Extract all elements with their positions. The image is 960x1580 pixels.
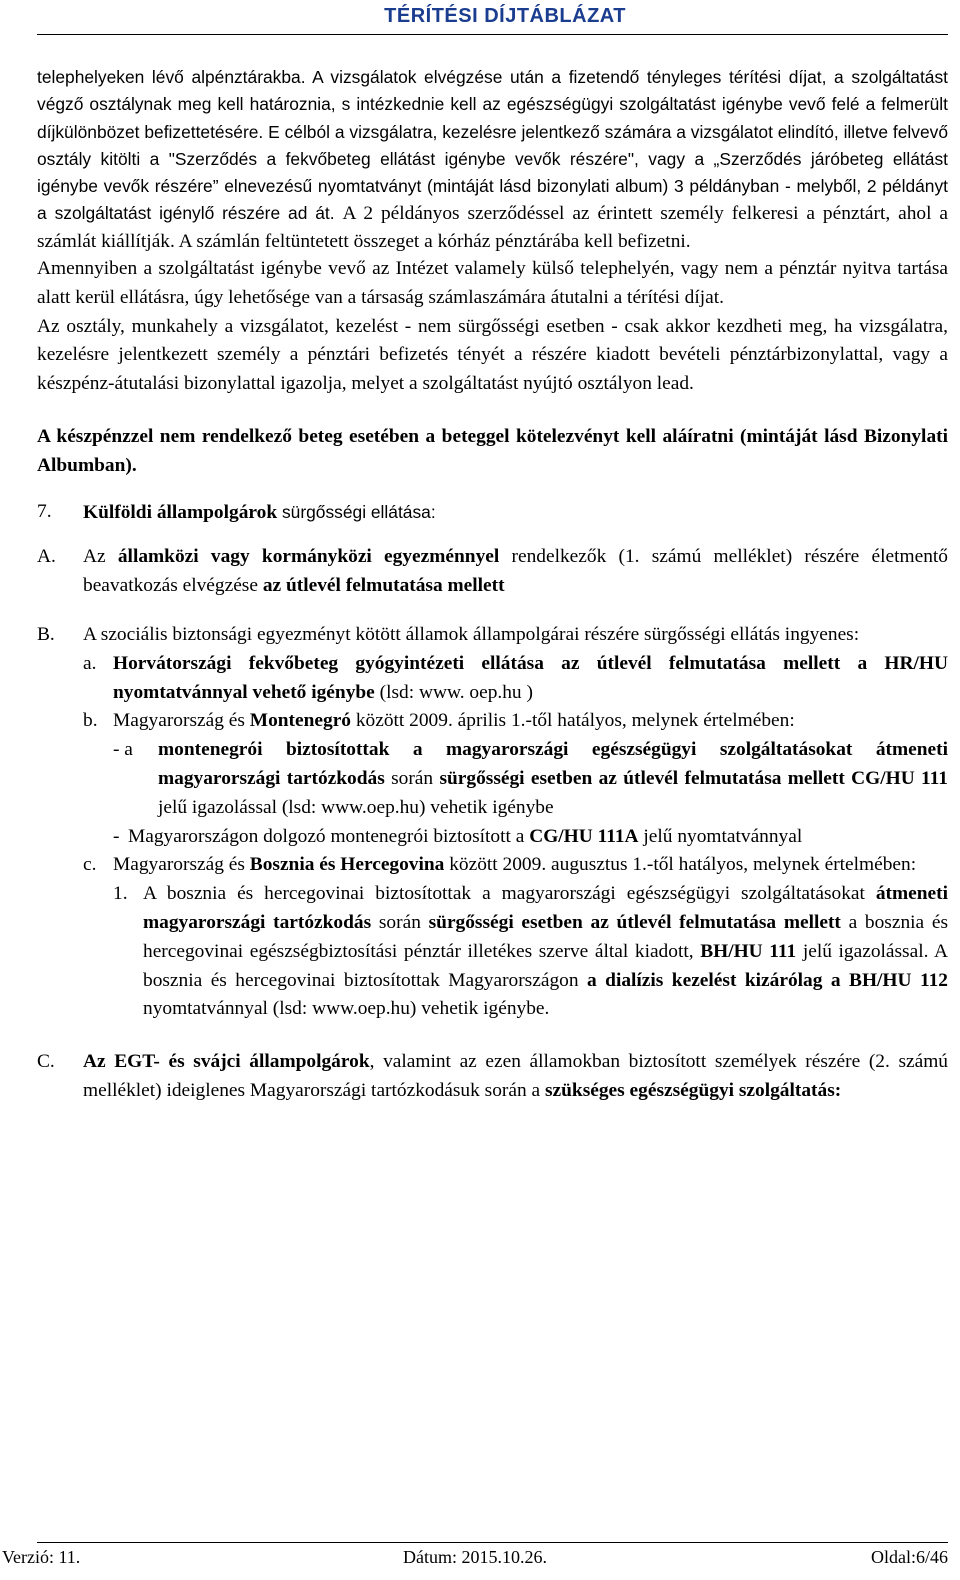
paragraph-text: telephelyeken lévő alpénztárakba. A vizsgálatok elvégzése után a fizetendő tényleges térítési díjat, a szolgáltatást végző osztálynak meg kell határoznia, s intézkednie kell az egészségügyi szolgáltatást igénybe vevő felé a felmerült díjkülönbözet befizettetésére. E célból a vizsgálatra, kezelésre jelentkező számára a vizsgálatot elindító, illetve felvevő osztály kitölti a "Szerződés a fekvőbeteg ellátást igénybe vevők részére", vagy a „Szerződés járóbeteg ellátást igénybe vevők részére” elnevezésű nyomtatványt (mintáját lásd bizonylati album) 3 példányban - melyből, 2 példányt a szolgáltatást igénylő részére ad át. [37, 67, 948, 224]
dash-bold: sürgősségi esetben az útlevél felmutatása mellett CG/HU 111 [439, 768, 948, 790]
subitem-text: Magyarország és [113, 710, 250, 732]
numbered-bold: BH/HU 111 [700, 940, 797, 962]
subitem-marker: c. [83, 854, 97, 876]
page-footer [0, 1547, 960, 1575]
footer-date: Dátum: 2015.10.26. [403, 1547, 547, 1567]
footer-version: Verzió: 11. [2, 1547, 81, 1567]
subitem-bold: Montenegró [249, 710, 351, 732]
item-bold: szükséges egészségügyi szolgáltatás: [544, 1080, 842, 1101]
dash-text: jelű igazolással (lsd: www.oep.hu) vehetik igénybe [158, 796, 554, 818]
dash-text: Magyarországon dolgozó montenegrói biztosított a [128, 825, 530, 847]
footer-page-number: Oldal:6/46 [871, 1547, 948, 1567]
subitem-c [83, 851, 948, 1024]
dash-marker: - a [113, 739, 133, 761]
section-title-bold: Külföldi állampolgárok [83, 501, 278, 523]
numbered-text: a bosznia és hercegovinai egészségbiztosítási pénztár illetékes szerve által kiadott, [143, 912, 949, 962]
footer-divider [37, 1542, 948, 1543]
document-title: TÉRÍTÉSI DÍJTÁBLÁZAT [384, 5, 626, 27]
numbered-text: A bosznia és hercegovinai biztosítottak a magyarországi egészségügyi szolgáltatásokat [143, 883, 876, 905]
dash-text: során [384, 768, 440, 790]
item-bold: Az EGT- és svájci állampolgárok [83, 1051, 370, 1073]
item-text: A szociális biztonsági egyezményt kötött államok állampolgárai részére sürgősségi ellátás ingyenes: [83, 624, 860, 646]
numbered-marker: 1. [113, 883, 128, 905]
subitem-bold: Horvátországi fekvőbeteg gyógyintézeti ellátása az útlevél felmutatása mellett a HR/HU nyomtatvánnyal vehető igénybe [113, 652, 948, 703]
item-bold: államközi vagy kormányközi egyezménnyel [117, 546, 500, 568]
subitem-text: Magyarország és [113, 854, 250, 876]
section-7-heading [37, 498, 948, 528]
subitem-b [83, 707, 948, 851]
item-marker: A. [37, 546, 56, 568]
item-b [37, 621, 948, 1024]
page-content [37, 64, 948, 1106]
numbered-text: során [371, 912, 429, 934]
dash-marker: - [113, 825, 120, 847]
subitem-text: között 2009. augusztus 1.-től hatályos, melynek értelmében: [444, 854, 917, 876]
item-bold: az útlevél felmutatása mellett [262, 575, 505, 597]
item-c [37, 1048, 948, 1106]
section-title-rest: sürgősségi ellátása: [277, 501, 436, 522]
numbered-bold: sürgősségi esetben az útlevél felmutatása mellett [428, 912, 841, 934]
subitem-a [83, 650, 948, 708]
paragraph-contract-procedure [37, 64, 948, 255]
paragraph-text: A 2 példányos szerződéssel az érintett személy felkeresi a pénztárt, ahol a számlát kiállítják. A számlán feltüntetett összeget a kórház pénztárába kell befizetni. [37, 203, 949, 252]
dash-item-montenegro-worker [113, 823, 948, 852]
bold-notice: A készpénzzel nem rendelkező beteg esetében a beteggel kötelezvényt kell aláíratni (mintáját lásd Bizonylati Albumban). [37, 426, 948, 476]
subitem-marker: b. [83, 710, 98, 732]
numbered-text: nyomtatvánnyal (lsd: www.oep.hu) vehetik igénybe. [143, 998, 550, 1020]
dash-bold: CG/HU 111A [529, 825, 639, 847]
section-number: 7. [37, 500, 52, 522]
numbered-text: jelű igazolással. A bosznia és hercegovinai biztosítottak Magyarországon [143, 940, 948, 991]
item-a [37, 543, 948, 601]
dash-item-montenegro-insured [113, 736, 948, 822]
dash-bold: montenegrói biztosítottak a magyarországi egészségügyi szolgáltatásokat átmeneti magyarországi tartózkodás [158, 739, 948, 790]
numbered-item-bosnia [113, 880, 948, 1024]
numbered-bold: a dialízis kezelést kizárólag a BH/HU 112 [587, 969, 948, 991]
subitem-text: között 2009. április 1.-től hatályos, melynek értelmében: [351, 710, 795, 732]
item-marker: B. [37, 624, 55, 646]
page-header [0, 0, 960, 34]
subitem-bold: Bosznia és Hercegovina [249, 854, 445, 876]
subitem-marker: a. [83, 652, 97, 674]
paragraph-external-site: Amennyiben a szolgáltatást igénybe vevő az Intézet valamely külső telephelyén, vagy nem a pénztár nyitva tartása alatt kerül ellátásra, úgy lehetősége van a társaság számlaszámára átutalni a térítési díjat. [37, 258, 948, 308]
header-divider [37, 34, 948, 35]
item-text: rendelkezők (1. számú melléklet) részére életmentő beavatkozás elvégzése [83, 546, 948, 597]
dash-text: jelű nyomtatvánnyal [638, 825, 803, 847]
item-text: Az [83, 546, 118, 568]
paragraph-payment-proof: Az osztály, munkahely a vizsgálatot, kezelést - nem sürgősségi esetben - csak akkor kezdheti meg, ha vizsgálatra, kezelésre jelentkezett személy a pénztári befizetés tényét a részére kiadott bevételi pénztárbizonylattal, vagy a készpénz-átutalási bizonylattal igazolja, melyet a szolgáltatást nyújtó osztályon lead. [37, 315, 948, 395]
subitem-text: (lsd: www. oep.hu ) [374, 681, 533, 703]
item-marker: C. [37, 1051, 55, 1073]
numbered-bold: átmeneti magyarországi tartózkodás [143, 883, 948, 934]
item-text: , valamint az ezen államokban biztosított személyek részére (2. számú melléklet) ideiglenes Magyarországi tartózkodásuk során a [83, 1051, 948, 1101]
